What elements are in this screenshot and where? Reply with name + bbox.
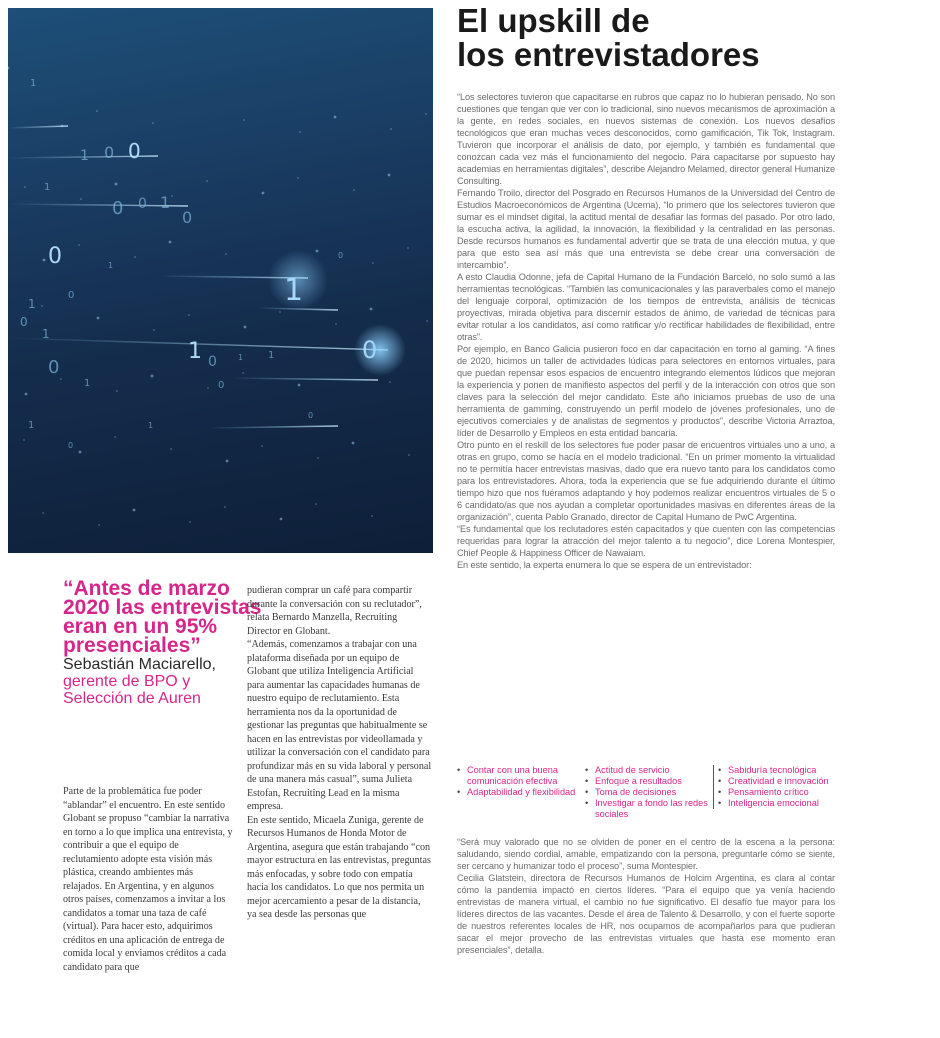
light-particle xyxy=(226,460,229,463)
hero-digit: 1 xyxy=(42,327,50,341)
hero-digit: 0 xyxy=(308,411,314,420)
light-particle xyxy=(115,183,118,186)
hero-digit: 0 xyxy=(112,198,124,219)
light-glow xyxy=(354,324,406,376)
light-particle xyxy=(370,308,373,311)
light-particle xyxy=(8,67,9,70)
light-particle xyxy=(280,518,283,521)
hero-digit: 1 xyxy=(108,261,114,270)
light-particle xyxy=(206,180,208,182)
light-particle xyxy=(98,524,100,526)
light-particle xyxy=(23,439,25,441)
light-particle xyxy=(42,512,44,514)
light-particle xyxy=(79,451,82,454)
list-item: • Pensamiento crítico xyxy=(718,787,835,798)
paragraph: Por ejemplo, en Banco Galicia pusieron foco en dar capacitación en torno al gaming. “A fines de 2020, hicimos un taller de actividades lúdicas para selectores en entornos virtuales, para que puedan repensar esos espacios de encuentro integrando elementos lúdicos que mejoran la experiencia y ponen de manifiesto aspectos del perfil y de la interacción con otros que son claves para la selección del mejor candidato. Este año iniciamos pruebas de uso de una herramienta de gamming, construyendo un perfil modelo de jóvenes profesionales, uno de ejecutivos comerciales y de analistas de segmentos y productos”, describe Victoria Arraztoa, líder de Desarrollo y Empleos en esta entidad bancaria. xyxy=(457,344,835,438)
hero-digit: 0 xyxy=(208,354,217,370)
light-particle xyxy=(224,506,226,508)
light-particle xyxy=(171,195,173,197)
light-particle xyxy=(96,110,98,112)
hero-digit: 0 xyxy=(128,139,141,163)
hero-digit: 0 xyxy=(182,208,193,227)
article-title xyxy=(457,4,877,72)
paragraph: Otro punto en el reskill de los selectores fue poder pasar de encuentros virtuales uno a uno, a otras en grupo, como se hacía en el modelo tradicional. “En un primer momento la virtualidad no te permitía hacer entrevistas masivas, dado que era nuevo tanto para los candidatos como para los entrevistadores. Ahora, toda la experiencia que se fue adquiriendo durante el último tiempo hizo que nos fuéramos adaptando y hoy podemos realizar encuentros virtuales de 5 o 6 candidato/as que nos ayudan a completar oportunidades masivas en diferentes áreas de la organización”, cuenta Pablo Granado, director de Capital Humano de PwC Argentina. xyxy=(457,440,835,522)
right-column-body xyxy=(457,91,835,571)
light-particle xyxy=(389,381,391,383)
list-item: • Investigar a fondo las redes sociales xyxy=(585,798,710,820)
hero-digit: 1 xyxy=(80,148,89,164)
light-particle xyxy=(60,378,62,380)
list-item: • Adaptabilidad y flexibilidad xyxy=(457,787,585,798)
hero-digit: 1 xyxy=(160,193,171,212)
light-particle xyxy=(170,448,172,450)
paragraph: “Además, comenzamos a trabajar con una plataforma diseñada por un equipo de Globant que utiliza Inteligencia Artificial para aumentar las capacidades humanas de nuestro equipo de reclutamiento. Esta herramienta nos da la oportunidad de gestionar las preguntas que habitualmente se hacen en las entrevistas por videollamada y utilizar la conversación con el candidato para profundizar más en su vida laboral y personal de una manera más casual”, suma Julieta Estofan, Recruiting Lead en la misma empresa. xyxy=(247,639,432,812)
hero-digit: 1 xyxy=(28,297,36,311)
light-particle xyxy=(188,314,190,316)
light-particle xyxy=(242,372,244,374)
skills-list xyxy=(457,765,837,825)
paragraph: pudieran comprar un café para compartir durante la conversación con su reclutador”, relata Bernardo Manzella, Recruiting Director en Globant. xyxy=(247,585,422,637)
light-particle xyxy=(225,253,227,255)
paragraph: En este sentido, Micaela Zuniga, gerente de Recursos Humanos de Honda Motor de Argentina, asegura que están trabajando “con mayor estructura en las entrevistas, preguntas más enfocadas, y sobre todo con empatía hacia los candidatos. Lo que nos permita un mejor acercamiento a pesar de la distancia, ya sea desde las personas que xyxy=(247,814,431,920)
light-particle xyxy=(153,329,155,331)
light-particle xyxy=(244,326,247,329)
light-particle xyxy=(407,247,409,249)
light-particle xyxy=(97,317,100,320)
hero-digit: 0 xyxy=(48,244,62,269)
paragraph: A esto Claudia Odonne, jefa de Capital Humano de la Fundación Barceló, no solo sumó a las herramientas tecnológicas. “También las comunicacionales y las paraverbales como el manejo del lenguaje corporal, optimización de los tiempos de entrevista, análisis de técnicas proyectivas, mirada objetiva para discernir estados de ánimo, de variedad de técnicas para evitar rotular a los candidatos, así como ratificar y/o rectificar habilidades de flexibilidad, entre otras”. xyxy=(457,272,835,342)
light-particle xyxy=(279,311,281,313)
middle-column-body xyxy=(247,584,432,922)
light-particle xyxy=(114,436,116,438)
list-item: • Creatividad e innovación xyxy=(718,776,835,787)
hero-digit: 1 xyxy=(268,350,275,361)
hero-digit: 1 xyxy=(238,353,244,362)
light-particle xyxy=(352,442,355,445)
hero-digit: 0 xyxy=(218,380,225,391)
hero-digits xyxy=(20,78,377,450)
hero-digit: 1 xyxy=(28,420,35,431)
light-particle xyxy=(25,393,28,396)
pull-quote xyxy=(63,579,263,707)
pull-quote-text: “Antes de marzo 2020 las entrevistas eran en un 95% presenciales” xyxy=(63,577,262,657)
left-column-body xyxy=(63,785,233,974)
skills-column-3 xyxy=(713,765,835,809)
hero-digit: 0 xyxy=(20,315,28,329)
hero-digital-image xyxy=(8,8,433,553)
light-streak xyxy=(228,378,378,380)
light-particle xyxy=(152,122,154,124)
light-particle xyxy=(207,387,209,389)
light-streak xyxy=(208,426,338,428)
light-particle xyxy=(316,250,319,253)
light-particle xyxy=(41,305,43,307)
paragraph: “Es fundamental que los reclutadores estén capacitados y que cuenten con las competencias requeridas para lograr la atracción del mejor talento a tu negocio”, dice Lorena Montespier, Chief People & Happiness Officer de Nawaiam. xyxy=(457,524,835,558)
hero-digit: 0 xyxy=(68,290,75,301)
light-particle xyxy=(372,262,374,264)
light-particle xyxy=(388,174,391,177)
light-particle xyxy=(134,256,136,258)
light-particle xyxy=(408,454,410,456)
light-particle xyxy=(116,390,118,392)
skills-column-2 xyxy=(585,765,710,820)
light-particle xyxy=(262,192,265,195)
light-particle xyxy=(80,198,82,200)
light-particle xyxy=(335,323,337,325)
light-particle xyxy=(317,457,319,459)
light-particle xyxy=(297,177,299,179)
list-item: • Sabiduría tecnológica xyxy=(718,765,835,776)
hero-digit: 1 xyxy=(148,421,154,430)
light-particle xyxy=(24,186,26,188)
hero-digit: 1 xyxy=(30,78,37,89)
list-item: • Inteligencia emocional xyxy=(718,798,835,809)
light-particle xyxy=(133,509,136,512)
light-particle xyxy=(243,119,245,121)
hero-digit: 0 xyxy=(68,441,74,450)
light-particle xyxy=(426,320,428,322)
light-particle xyxy=(43,259,46,262)
light-particle xyxy=(261,445,263,447)
pull-quote-author: Sebastián Maciarello, xyxy=(63,656,216,673)
hero-digit: 1 xyxy=(44,182,51,193)
light-particle xyxy=(78,244,80,246)
hero-digit: 0 xyxy=(138,196,147,212)
hero-digit: 0 xyxy=(104,143,115,162)
title-line-2: los entrevistadores xyxy=(457,36,760,73)
paragraph: Cecilia Glatstein, directora de Recursos Humanos de Holcim Argentina, es clara al contar cómo la pandemia impactó en ciertos líderes. “Para el equipo que ya venía haciendo entrevistas de manera virtual, el cambio no fue significativo. El desafío fue mayor para los líderes directos de las vacantes. Desde el área de Talento & Desarrollo, y con el fuerte soporte de nuestros referentes locales de HR, nos ocupamos de acompañarlos para que pudieran sacar el mejor provecho de las entrevistas virtuales que hasta ese momento eran presenciales”, detalla. xyxy=(457,873,835,955)
light-particle xyxy=(353,189,355,191)
light-particle xyxy=(169,241,172,244)
paragraph: Fernando Troilo, director del Posgrado en Recursos Humanos de la Universidad del Centro de Estudios Macroeconómicos de Argentina (Ucema), “lo primero que los selectores tuvieron que sumar es el mindset digital, la actitud mental de desafiar las formas del pasado. Por otro lado, la escucha activa, la agilidad, la innovación, la flexibilidad y la centralidad en las personas. Desde recursos humanos es fundamental advertir que se trata de una elección mutua, y que para que esto sea así más que una entrevista se debe crear una conversación de intercambio”. xyxy=(457,188,835,270)
skills-column-1 xyxy=(457,765,585,798)
light-particle xyxy=(189,521,191,523)
list-item: • Toma de decisiones xyxy=(585,787,710,798)
light-particle xyxy=(315,503,317,505)
list-item: • Contar con una buena comunicación efectiva xyxy=(457,765,585,787)
pull-quote-role: gerente de BPO y Selección de Auren xyxy=(63,673,201,707)
hero-digit: 1 xyxy=(84,378,91,389)
title-line-1: El upskill de xyxy=(457,2,650,39)
list-item: • Actitud de servicio xyxy=(585,765,710,776)
light-particle xyxy=(299,131,301,133)
light-particle xyxy=(151,375,154,378)
hero-digit: 1 xyxy=(188,339,202,364)
paragraph: En este sentido, la experta enumera lo que se espera de un entrevistador: xyxy=(457,560,752,570)
list-item: • Enfoque a resultados xyxy=(585,776,710,787)
paragraph: “Los selectores tuvieron que capacitarse en rubros que capaz no lo hubieran pensado. No son cuestiones que tengan que ver con lo tradicional, sino nuevos mecanismos de aproximación a la gente, en redes sociales, en nuevos sistemas de conexión. Los nuevos desafíos tecnológicos que eran muchas veces desconocidos, como gamificación, Tik Tok, Instagram. Tuvieron que incorporar el análisis de dato, por ejemplo, y también es fundamental que conozcan cada vez más el funcionamiento del negocio. Para capacitarse por supuesto hay academias en herramientas digitales”, describe Alejandro Melamed, director general Humanize Consulting. xyxy=(457,92,835,186)
right-column-body-2 xyxy=(457,836,835,956)
hero-digital-streams xyxy=(8,8,433,553)
light-streak xyxy=(8,126,68,128)
hero-digit: 0 xyxy=(338,251,344,260)
light-particle xyxy=(371,515,373,517)
light-particle xyxy=(425,113,427,115)
paragraph: “Será muy valorado que no se olviden de poner en el centro de la escena a la persona: saludando, siendo cordial, amable, empatizando con la persona, preguntarle cómo se siente, ser cercano y humanizar todo el proceso”, suma Montespier. xyxy=(457,837,835,871)
light-glow xyxy=(268,250,328,310)
hero-digit: 0 xyxy=(48,357,60,378)
light-particle xyxy=(61,125,64,128)
light-particle xyxy=(298,384,301,387)
light-particle xyxy=(390,128,392,130)
paragraph: Parte de la problemática fue poder “ablandar” el encuentro. En este sentido Globant se propuso “cambiar la narrativa en torno a lo que implica una entrevista, y contribuir a que el equipo de reclutamiento adopte esta visión más plástica, creando ambientes más relajados. En Argentina, y en algunos otros países, comenzamos a invitar a los candidatos a tomar una taza de café (virtual). Para hacer esto, adquirimos créditos en una aplicación de entrega de comida local y enviamos créditos a cada candidato para que xyxy=(63,786,233,973)
light-particle xyxy=(334,116,337,119)
